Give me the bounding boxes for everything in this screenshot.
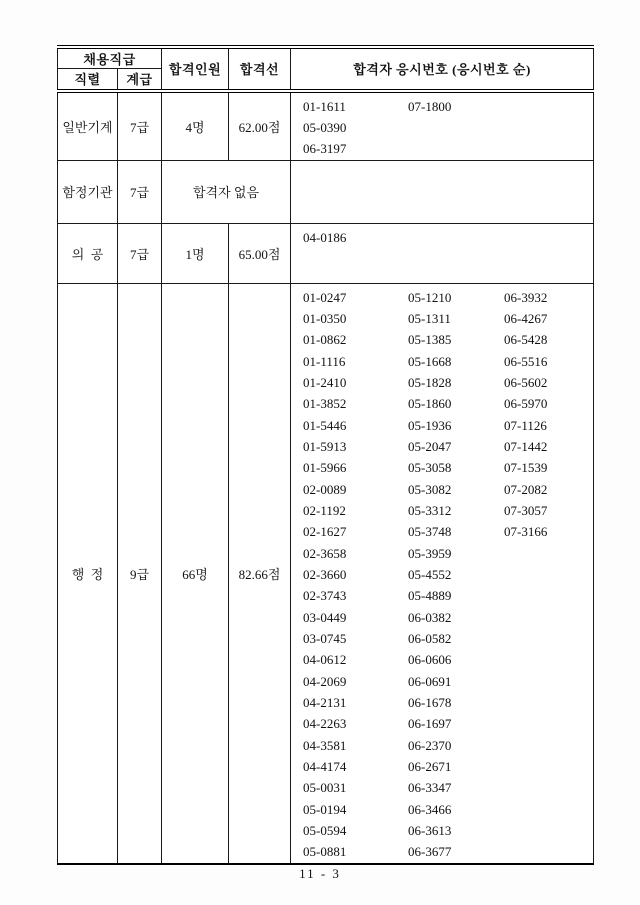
grade-cell: 7급 [118,91,162,161]
exam-number: 01-0247 [303,289,347,305]
exam-number: 05-2047 [408,438,452,454]
exam-number: 01-5913 [303,438,347,454]
exam-number: 01-1611 [303,98,346,114]
exam-number: 05-3058 [408,460,452,476]
exam-number: 01-0350 [303,310,347,326]
exam-number: 06-2671 [408,759,452,775]
exam-number: 05-3082 [408,481,452,497]
exam-number: 07-2082 [504,481,548,497]
header-grade: 계급 [118,69,162,91]
exam-number: 06-0691 [408,673,452,689]
exam-number: 05-1936 [408,417,452,433]
exam-number: 05-3748 [408,524,452,540]
exam-number: 04-2069 [303,673,347,689]
pass-count-cell: 4명 [162,91,229,161]
exam-number: 02-3660 [303,567,347,582]
header-numbers: 합격자 응시번호 (응시번호 순) [291,47,594,91]
exam-number: 01-1116 [303,353,346,369]
exam-numbers-cell [291,91,594,161]
exam-number: 06-4267 [504,310,548,326]
pass-count-cell: 66명 [162,283,229,864]
exam-number: 05-1385 [408,332,452,348]
exam-number: 05-1860 [408,396,452,412]
exam-number: 06-5428 [504,332,548,348]
exam-number: 04-4174 [303,759,347,775]
exam-number: 02-0089 [303,481,347,497]
exam-number: 05-0194 [303,801,347,817]
exam-number: 06-0582 [408,631,452,647]
grade-cell: 7급 [118,160,162,223]
exam-number: 06-3677 [408,844,452,860]
exam-number: 05-1668 [408,353,452,369]
exam-number: 05-1210 [408,289,452,305]
exam-numbers-column [408,96,504,160]
exam-number: 06-5602 [504,374,548,390]
exam-number: 02-1627 [303,524,347,540]
exam-numbers-grid [291,284,593,863]
exam-numbers-column [408,227,504,248]
exam-number: 06-3347 [408,780,452,796]
no-pass-cell: 합격자 없음 [162,160,291,223]
exam-numbers-column [504,227,593,248]
header-cutoff: 합격선 [229,47,291,91]
exam-number: 07-1126 [504,417,547,433]
exam-number: 07-1442 [504,438,548,454]
pass-results-table [57,45,594,865]
exam-number: 06-2370 [408,737,452,753]
grade-cell: 7급 [118,223,162,283]
exam-number: 05-0594 [303,823,347,839]
exam-number: 02-1192 [303,502,346,518]
exam-numbers-cell [291,160,594,223]
exam-number: 01-2410 [303,374,347,390]
table-row [58,160,594,223]
exam-number: 04-0612 [303,652,347,668]
exam-number: 05-4552 [408,567,452,582]
exam-number: 06-3197 [303,141,347,157]
exam-number: 07-3166 [504,524,548,540]
series-cell: 일반기계 [58,91,118,161]
exam-number: 07-1800 [408,98,452,114]
exam-number: 06-3932 [504,289,548,305]
header-pass-count: 합격인원 [162,47,229,91]
exam-numbers-cell [291,283,594,864]
exam-number: 06-3466 [408,801,452,817]
exam-numbers-grid [291,161,593,164]
exam-number: 03-0745 [303,631,347,647]
exam-numbers-grid [291,93,593,160]
table-row [58,223,594,283]
exam-number: 01-5446 [303,417,347,433]
header-row-1 [58,47,594,69]
cutoff-cell: 62.00점 [229,91,291,161]
exam-number: 01-3852 [303,396,347,412]
exam-numbers-column [303,287,408,863]
exam-number: 06-5516 [504,353,548,369]
series-cell: 함정기관 [58,160,118,223]
exam-number: 06-5970 [504,396,548,412]
series-cell: 행정 [58,283,118,864]
exam-number: 05-3312 [408,502,452,518]
exam-numbers-column [408,287,504,863]
exam-number: 04-2131 [303,695,347,711]
header-series: 직렬 [58,69,118,91]
pass-count-cell: 1명 [162,223,229,283]
grade-cell: 9급 [118,283,162,864]
cutoff-cell: 82.66점 [229,283,291,864]
exam-number: 04-3581 [303,737,347,753]
exam-number: 05-0390 [303,119,347,135]
series-cell: 의공 [58,223,118,283]
exam-number: 04-0186 [303,229,347,245]
exam-number: 01-0862 [303,332,347,348]
exam-numbers-column [504,96,593,160]
exam-numbers-cell [291,223,594,283]
exam-number: 06-0382 [408,609,452,625]
table-header [58,47,594,91]
exam-number: 06-3613 [408,823,452,839]
exam-numbers-grid [291,224,593,248]
exam-number: 01-5966 [303,460,347,476]
exam-number: 05-1828 [408,374,452,390]
exam-numbers-column [303,227,408,248]
cutoff-cell: 65.00점 [229,223,291,283]
exam-number: 05-1311 [408,310,451,326]
table-row [58,283,594,864]
exam-number: 07-1539 [504,460,548,476]
exam-number: 07-3057 [504,502,548,518]
exam-number: 06-1697 [408,716,452,732]
exam-number: 04-2263 [303,716,347,732]
exam-numbers-column [504,287,593,863]
exam-number: 06-0606 [408,652,452,668]
exam-numbers-column [303,96,408,160]
exam-number: 05-0031 [303,780,347,796]
exam-number: 05-4889 [408,588,452,604]
header-recruit-rank: 채용직급 [58,47,162,69]
exam-number: 03-0449 [303,609,347,625]
exam-number: 06-1678 [408,695,452,711]
exam-number: 05-3959 [408,545,452,561]
table-row [58,91,594,161]
exam-number: 05-0881 [303,844,347,860]
table-body [58,91,594,864]
exam-number: 02-3658 [303,545,347,561]
page-number: 11 - 3 [299,866,341,881]
exam-number: 02-3743 [303,588,347,604]
